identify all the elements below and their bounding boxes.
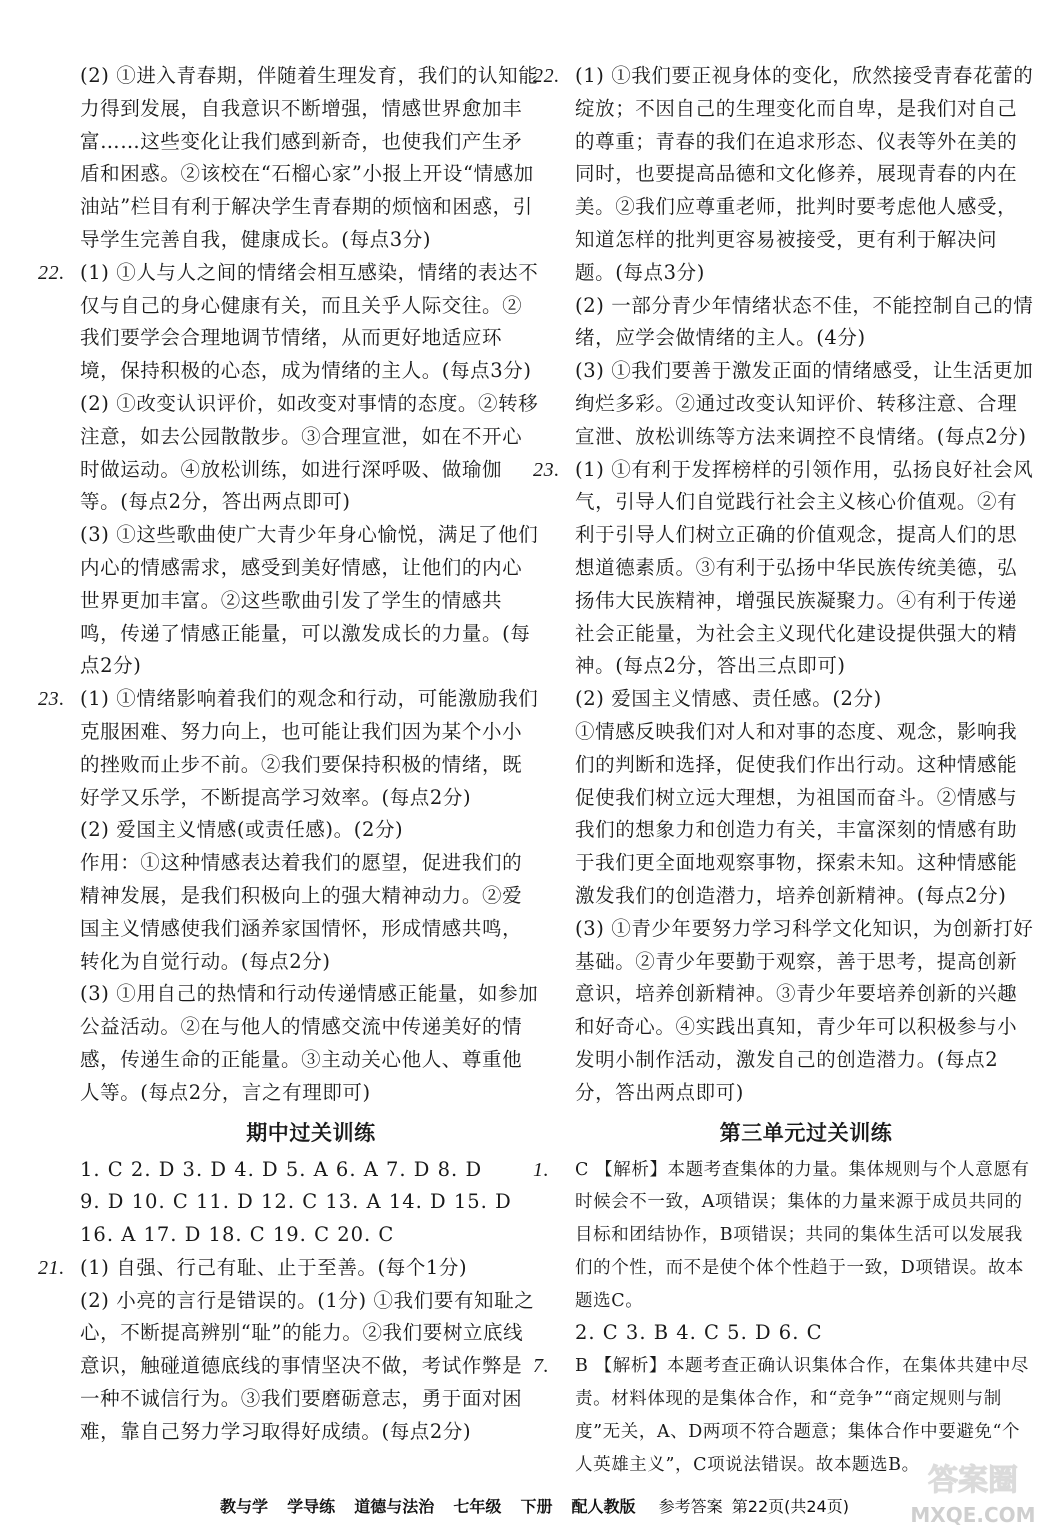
question-number: 23. <box>38 688 65 711</box>
mc-answer-row: 16. A 17. D 18. C 19. C 20. C <box>80 1223 395 1247</box>
page-footer <box>220 1494 995 1524</box>
question-number: 7. <box>533 1355 550 1378</box>
answer-part: (2) ①改变认识评价，如改变对事情的态度。②转移注意，如去公园散散步。③合理宣泄，如在不开心时做运动。④放松训练，如进行深呼吸、做瑜伽等。(每点2分，答出两点即可) <box>80 391 539 514</box>
mc-answer-row: 1. C 2. D 3. D 4. D 5. A 6. A 7. D 8. D <box>80 1157 483 1181</box>
mc-answer-row: 2. C 3. B 4. C 5. D 6. C <box>575 1321 823 1345</box>
section-title-midterm: 期中过关训练 <box>246 1120 376 1145</box>
footer-page-number: 第22页(共24页) <box>731 1497 849 1516</box>
answer-part: (2) 一部分青少年情绪状态不佳，不能控制自己的情绪，应学会做情绪的主人。(4分) <box>575 293 1034 350</box>
right-column <box>533 60 1037 1481</box>
answer-part: (3) ①青少年要努力学习科学文化知识，为创新打好基础。②青少年要勤于观察，善于思考，提高创新意识，培养创新精神。③青少年要培养创新的兴趣和好奇心。④实践出真知，青少年可以积极参与小发明小制作活动，激发自己的创造潜力。(每点2分，答出两点即可) <box>575 916 1034 1104</box>
question-number: 22. <box>533 65 560 87</box>
question-23-left <box>38 683 542 1109</box>
answer-explanation: B 【解析】本题考查正确认识集体合作，在集体共建中尽责。材料体现的是集体合作，和“竞争”“商定规则与制度”无关，A、D两项不符合题意；集体合作中要避免“个人英雄主义”，C项说法错误。故本题选B。 <box>575 1356 1030 1475</box>
question-23-right <box>533 454 1037 1110</box>
watermark-line2: MXQE.COM <box>910 1503 1036 1527</box>
answer-part: (1) 自强、行己有耻、止于至善。(每个1分) <box>80 1255 468 1279</box>
watermark-line1: 答案圈 <box>928 1463 1018 1498</box>
answer-part: ①情感反映我们对人和对事的态度、观念，影响我们的判断和选择，促使我们作出行动。这种情感能促使我们树立远大理想，为祖国而奋斗。②情感与我们的想象力和创造力有关，丰富深刻的情感有助于我们更全面地观察事物，探索未知。这种情感能激发我们的创造潜力，培养创新精神。(每点2分) <box>575 719 1018 907</box>
watermark-icon <box>903 1452 1043 1530</box>
left-column <box>38 60 542 1449</box>
intro-answer: (2) ①进入青春期，伴随着生理发育，我们的认知能力得到发展，自我意识不断增强，情感世界愈加丰富……这些变化让我们感到新奇，也使我们产生矛盾和困惑。②该校在“石榴心家”小报上开设“情感加油站”栏目有利于解决学生青春期的烦恼和困惑，引导学生完善自我，健康成长。(每点3分) <box>80 64 539 251</box>
footer-series: 学导练 <box>287 1497 336 1516</box>
footer-brand: 教与学 <box>220 1497 269 1516</box>
answer-part: (1) ①我们要正视身体的变化，欣然接受青春花蕾的绽放；不因自己的生理变化而自卑，是我们对自己的尊重；青春的我们在追求形态、仪表等外在美的同时，也要提高品德和文化修养，展现青春的内在美。②我们应尊重老师，批判时要考虑他人感受，知道怎样的批判更容易被接受，更有利于解决问题。(每点3分) <box>575 64 1034 284</box>
answer-part: (1) ①情绪影响着我们的观念和行动，可能激励我们克服困难、努力向上，也可能让我们因为某个小小的挫败而止步不前。②我们要保持积极的情绪，既好学又乐学，不断提高学习效率。(每点2分) <box>80 687 539 809</box>
answer-part: (2) 爱国主义情感(或责任感)。(2分) <box>80 818 404 842</box>
answer-part: 作用：①这种情感表达着我们的愿望，促进我们的精神发展，是我们积极向上的强大精神动力。②爱国主义情感使我们涵养家国情怀，形成情感共鸣，转化为自觉行动。(每点2分) <box>80 851 523 973</box>
section-title-unit3: 第三单元过关训练 <box>719 1120 893 1145</box>
question-number: 22. <box>38 261 65 284</box>
answer-part: (3) ①我们要善于激发正面的情绪感受，让生活更加绚烂多彩。②通过改变认知评价、转移注意、合理宣泄、放松训练等方法来调控不良情绪。(每点2分) <box>575 359 1034 448</box>
question-number: 23. <box>533 458 560 481</box>
question-21 <box>38 1252 542 1449</box>
answer-part: (3) ①这些歌曲使广大青少年身心愉悦，满足了他们内心的情感需求，感受到美好情感，让他们的内心世界更加丰富。②这些歌曲引发了学生的情感共鸣，传递了情感正能量，可以激发成长的力量。(每点2分) <box>80 523 539 678</box>
answer-part: (2) 小亮的言行是错误的。(1分) ①我们要有知耻之心，不断提高辨别“耻”的能力。②我们要树立底线意识，触碰道德底线的事情坚决不做，考试作弊是一种不诚信行为。③我们要磨砺意志，勇于面对困难，靠自己努力学习取得好成绩。(每点2分) <box>80 1288 535 1443</box>
footer-answer-label: 参考答案 <box>658 1497 723 1516</box>
answer-part: (3) ①用自己的热情和行动传递情感正能量，如参加公益活动。②在与他人的情感交流中传递美好的情感，传递生命的正能量。③主动关心他人、尊重他人等。(每点2分，言之有理即可) <box>80 982 539 1104</box>
answer-explanation: C 【解析】本题考查集体的力量。集体规则与个人意愿有时候会不一致，A项错误；集体的力量来源于成员共同的目标和团结协作，B项错误；共同的集体生活可以发展我们的个性，而不是使个体个性趋于一致，D项错误。故本题选C。 <box>575 1159 1030 1311</box>
answer-part: (2) 爱国主义情感、责任感。(2分) <box>575 687 882 711</box>
question-number: 1. <box>533 1158 550 1181</box>
footer-edition: 配人教版 <box>571 1497 636 1516</box>
answer-part: (1) ①有利于发挥榜样的引领作用，弘扬良好社会风气，引导人们自觉践行社会主义核心价值观。②有利于引导人们树立正确的价值观念，提高人们的思想道德素质。③有利于弘扬中华民族传统美德，弘扬伟大民族精神，增强民族凝聚力。④有利于传递社会正能量，为社会主义现代化建设提供强大的精神。(每点2分，答出三点即可) <box>575 457 1034 678</box>
answer-part: (1) ①人与人之间的情绪会相互感染，情绪的表达不仅与自己的身心健康有关，而且关乎人际交往。②我们要学会合理地调节情绪，从而更好地适应环境，保持积极的心态，成为情绪的主人。(每点3分) <box>80 260 539 383</box>
question-number: 21. <box>38 1256 65 1279</box>
watermark-logo <box>903 1452 1043 1530</box>
footer-grade: 七年级 <box>453 1497 502 1516</box>
question-22-right <box>533 60 1037 454</box>
footer-subject: 道德与法治 <box>354 1497 435 1516</box>
footer-volume: 下册 <box>520 1497 553 1516</box>
unit3-question-1 <box>533 1154 1037 1318</box>
question-22-left <box>38 257 542 683</box>
mc-answer-row: 9. D 10. C 11. D 12. C 13. A 14. D 15. D <box>80 1190 512 1214</box>
